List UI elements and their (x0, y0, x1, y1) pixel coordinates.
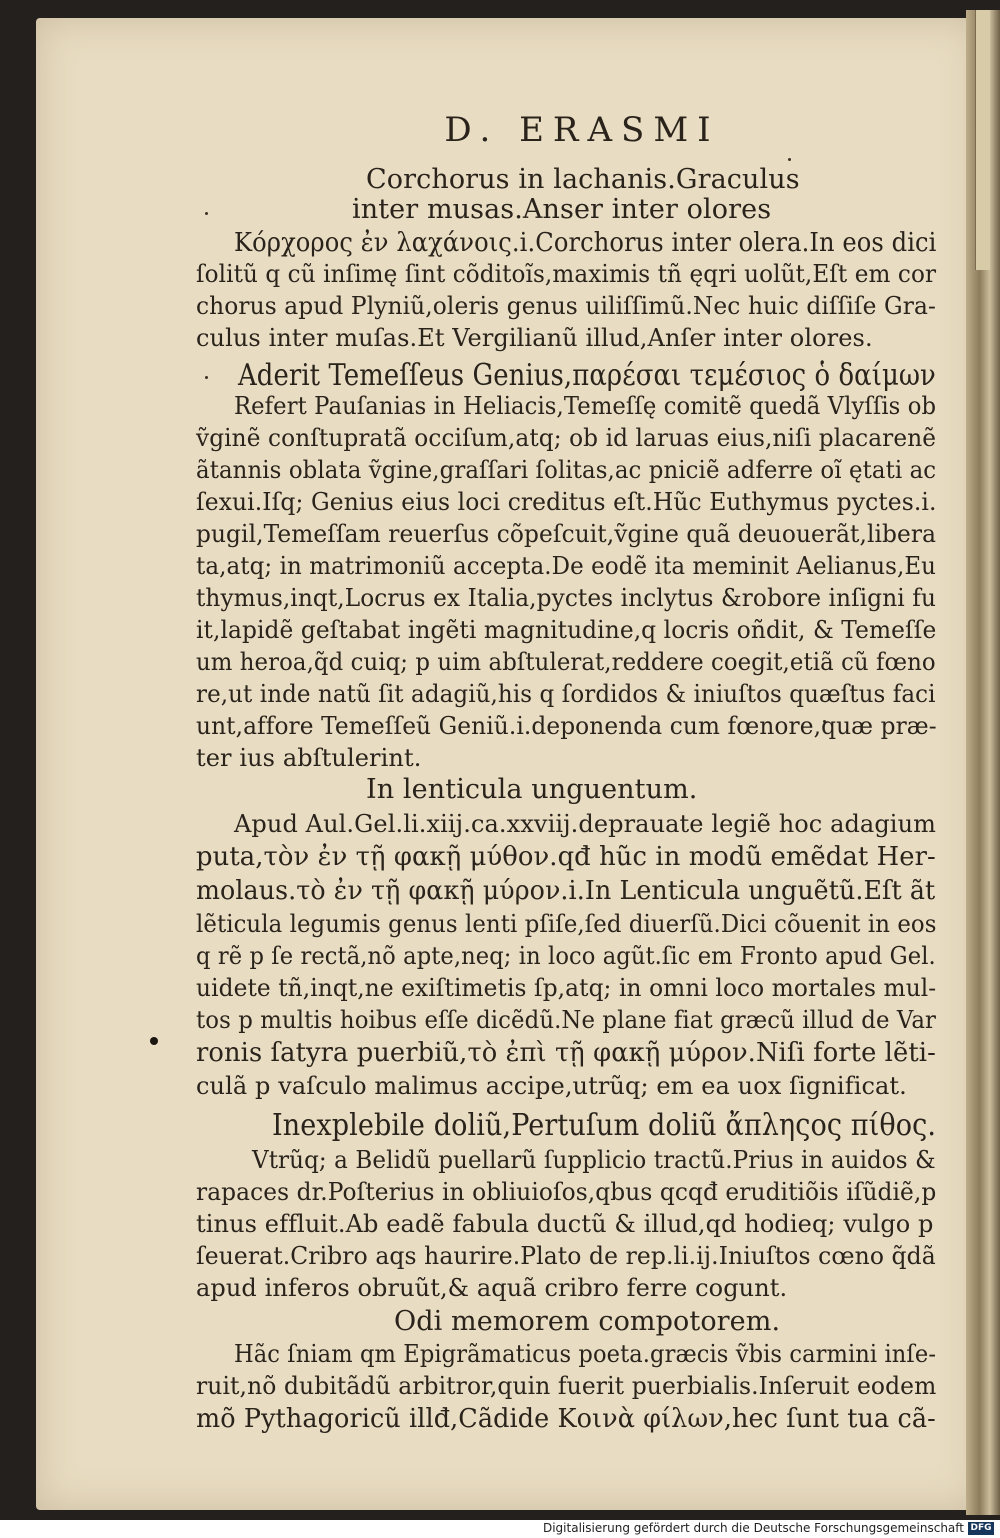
text-line: uidete tñ,inqt,ne exiſtimetis ſp,atq; in omni loco mortales mul- (196, 974, 937, 1002)
entry-title-line: Inexplebile doliũ,Pertuſum doliũ ἄπληςος πίθος. (272, 1108, 937, 1143)
text-line: ruit,nõ dubitãdũ arbitror,quin fuerit puerbialis.Inſeruit eodem (196, 1372, 937, 1400)
text-line: apud inferos obruũt,& aquã cribro ferre cogunt. (196, 1274, 788, 1302)
text-line: thymus,inqt,Locrus ex Italia,pyctes inclytus &robore inſigni fu (196, 584, 937, 612)
text-line: lẽticula legumis genus lenti pſiſe,ſed diuerſũ.Dici cõuenit in eos (196, 910, 937, 938)
text-line: unt,affore Temeſſeũ Geniũ.i.deponenda cum fœnore,quæ præ- (196, 712, 937, 740)
text-line: Vtrũq; a Belidũ puellarũ ſupplicio tractũ.Prius in auidos & (252, 1146, 936, 1174)
text-line: chorus apud Plyniũ,oleris genus uiliſſimũ.Nec huic diſſiſe Gra- (196, 292, 936, 320)
running-head: D. ERASMI (444, 110, 720, 150)
entry-title-line: Corchorus in lachanis.Graculus (366, 164, 800, 195)
page-edge-marker (975, 10, 990, 270)
text-line: Κόρχορος ἐν λαχάνοις.i.Corchorus inter olera.In eos dici (234, 228, 937, 258)
dfg-logo: DFG (968, 1522, 994, 1535)
ink-speck (205, 376, 208, 379)
text-line: Hãc ſniam qm Epigrãmaticus poeta.græcis ṽbis carmini inſe- (234, 1340, 937, 1368)
entry-title-line: Odi memorem compotorem. (394, 1306, 781, 1337)
text-line: Apud Aul.Gel.li.xiij.ca.xxviij.deprauate legiẽ hoc adagium (234, 810, 936, 838)
text-line: rapaces dr.Poſterius in obliuioſos,qbus qcqđ eruditiõis iſũdiẽ,p (196, 1178, 937, 1206)
text-line: ronis ſatyra puerbiũ,τὸ ἐπὶ τῇ φακῇ μύρον.Niſi forte lẽti- (196, 1038, 936, 1068)
text-line: ſolitũ q cũ inſimę ſint cõditoĩs,maximis tñ ęqri uolũt,Eſt em cor (196, 260, 937, 288)
text-line: puta,τὸν ἐν τῇ φακῇ μύθον.qđ hũc in modũ emẽdat Her- (196, 842, 936, 872)
text-line: culus inter muſas.Et Vergilianũ illud,Anſer inter olores. (196, 324, 873, 352)
entry-title-line: Aderit Temeſſeus Genius,παρέσαι τεμέσιος ὁ δαίμων (238, 358, 936, 393)
text-line: tos p multis hoibus eſſe dicẽdũ.Ne plane fiat græcũ illud de Var (196, 1006, 937, 1034)
margin-mark (150, 1037, 158, 1045)
text-line: tinus effluit.Ab eadẽ fabula ductũ & illud,qd hodieq; vulgo p (196, 1210, 934, 1238)
text-line: it,lapidẽ geſtabat ingẽti magnitudine,q locris oñdit, & Temeſſe (196, 616, 937, 644)
text-line: mõ Pythagoricũ illđ,Cãdide Κοινὰ φίλων,hec ſunt tua cã- (196, 1404, 936, 1434)
text-line: ãtannis oblata ṽgine,graſſari ſolitas,ac pniciẽ adferre oĩ ętati ac (196, 456, 937, 484)
text-line: Refert Pauſanias in Heliacis,Temeſſę comitẽ quedã Vlyſſis ob (234, 392, 937, 420)
text-line: um heroa,q̃d cuiq; p uim abſtulerat,reddere coegit,etiã cũ fœno (196, 648, 936, 676)
text-line: ṽginẽ conſtupratã occiſum,atq; ob id laruas eius,niſi placarenẽ (196, 424, 937, 452)
text-line: ter ius abſtulerint. (196, 744, 422, 772)
text-line: molaus.τὸ ἐν τῇ φακῇ μύρον.i.In Lenticula unguẽtũ.Eſt ãt (196, 876, 936, 906)
entry-title-line: inter musas.Anser inter olores (352, 194, 772, 225)
ink-speck (788, 158, 791, 161)
text-line: re,ut inde natũ ſit adagiũ,his q ſordidos & iniuſtos quæſtus faci (196, 680, 936, 708)
text-line: ſeuerat.Cribro aqs haurire.Plato de rep.li.ij.Iniuſtos cœno q̃dã (196, 1242, 936, 1270)
text-line: culã p vaſculo malimus accipe,utrũq; em ea uox ſignificat. (196, 1072, 907, 1100)
text-line: q rẽ p ſe rectã,nõ apte,neq; in loco agũt.ſic em Fronto apud Gel. (196, 942, 936, 970)
ink-speck (205, 212, 208, 215)
text-line: ſexui.Iſq; Genius eius loci creditus eſt.Hũc Euthymus pyctes.i. (196, 488, 937, 516)
text-line: pugil,Temeſſam reuerſus cõpeſcuit,ṽgine quã deuouerãt,libera (196, 520, 937, 548)
text-line: ta,atq; in matrimoniũ accepta.De eodẽ ita meminit Aelianus,Eu (196, 552, 937, 580)
entry-title-line: In lenticula unguentum. (366, 774, 698, 805)
funding-credit: Digitalisierung gefördert durch die Deutsche Forschungsgemeinschaft (542, 1521, 964, 1535)
